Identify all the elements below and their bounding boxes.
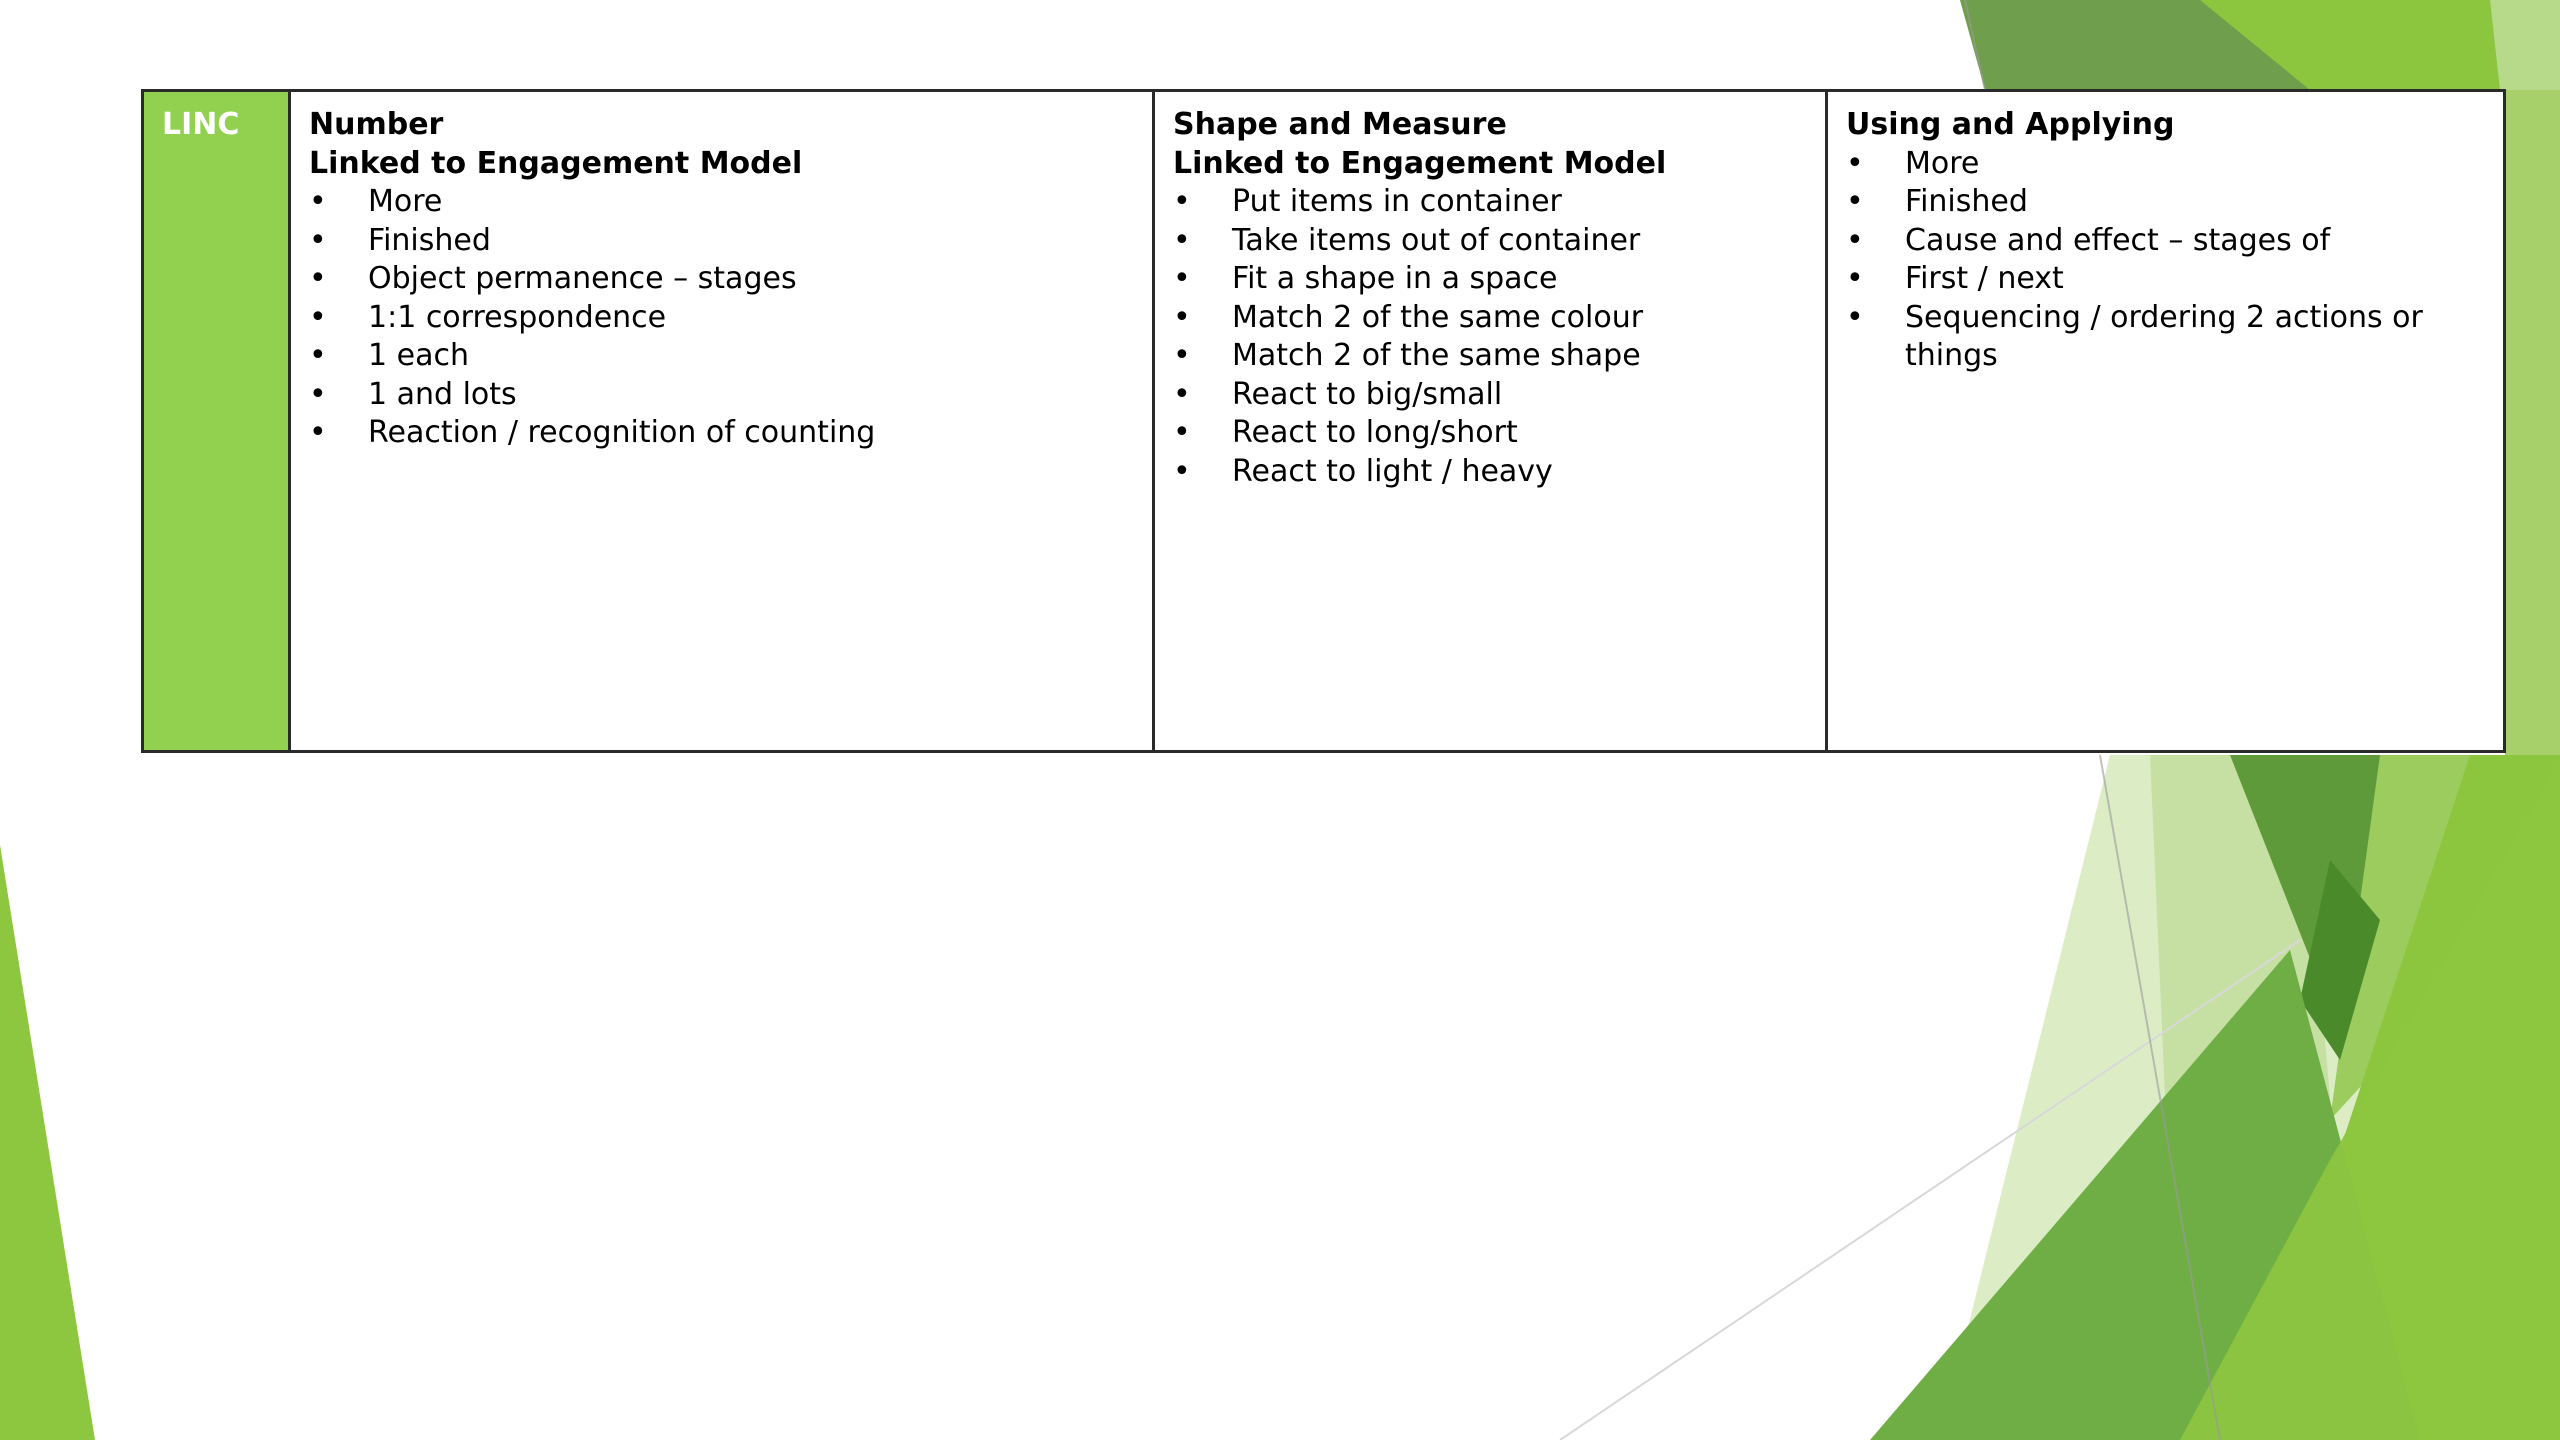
list-item: • More (1846, 145, 2485, 184)
column-shape-and-measure (1154, 91, 1827, 752)
list-item: • Sequencing / ordering 2 actions or things (1846, 299, 2485, 376)
list-item: • Cause and effect – stages of (1846, 222, 2485, 261)
list-item: • Reaction / recognition of counting (309, 414, 1134, 453)
list-item: • React to big/small (1173, 376, 1807, 415)
list-item: • Finished (309, 222, 1134, 261)
bullet-list (1173, 183, 1807, 491)
list-item: • Object permanence – stages (309, 260, 1134, 299)
column-subheading: Linked to Engagement Model (309, 145, 803, 181)
curriculum-table (141, 89, 2506, 753)
list-item: • Put items in container (1173, 183, 1807, 222)
list-item: • Match 2 of the same colour (1173, 299, 1807, 338)
table-row (143, 91, 2505, 752)
facet-right-edge (2505, 90, 2560, 760)
bullet-list (309, 183, 1134, 453)
column-using-and-applying (1827, 91, 2505, 752)
facet-left (0, 845, 95, 1440)
curriculum-table-wrap (141, 89, 2503, 753)
column-subheading: Linked to Engagement Model (1173, 145, 1667, 181)
column-number (290, 91, 1154, 752)
facet-top-edge (2490, 0, 2560, 90)
list-item: • 1:1 correspondence (309, 299, 1134, 338)
list-item: • Match 2 of the same shape (1173, 337, 1807, 376)
row-label: LINC (162, 107, 240, 142)
list-item: • First / next (1846, 260, 2485, 299)
list-item: • 1 and lots (309, 376, 1134, 415)
list-item: • 1 each (309, 337, 1134, 376)
list-item: • More (309, 183, 1134, 222)
list-item: • Fit a shape in a space (1173, 260, 1807, 299)
column-heading: Shape and Measure (1173, 107, 1507, 142)
column-heading: Using and Applying (1846, 107, 2175, 142)
list-item: • React to long/short (1173, 414, 1807, 453)
list-item: • Finished (1846, 183, 2485, 222)
list-item: • React to light / heavy (1173, 453, 1807, 492)
column-heading: Number (309, 107, 444, 142)
bullet-list (1846, 145, 2485, 376)
row-label-cell (143, 91, 290, 752)
list-item: • Take items out of container (1173, 222, 1807, 261)
